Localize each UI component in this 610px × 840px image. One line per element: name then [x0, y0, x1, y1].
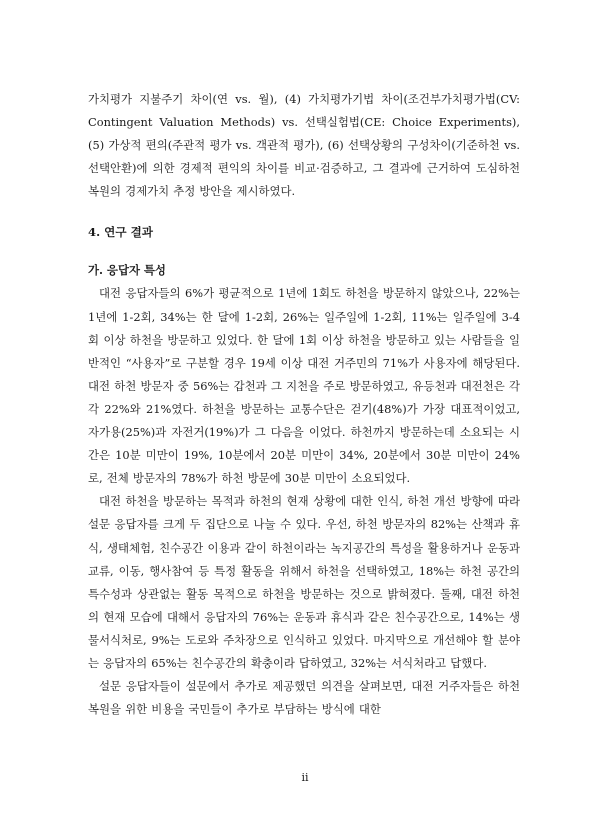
section-heading-results: 4. 연구 결과: [88, 225, 153, 240]
respondent-visit-paragraph: 대전 응답자들의 6%가 평균적으로 1년에 1회도 하천을 방문하지 않았으나, 22%는 1년에 1-2회, 34%는 한 달에 1-2회, 26%는 일주일에 1-2회, 11%는 일주일에 3-4회 이상 하천을 방문하고 있었다. 한 달에 1회 이상 하천을 방문하고 있는 사람들을 일반적인 “사용자”로 구분할 경우 19세 이상 대전 거주민의 71%가 사용자에 해당된다. 대전 하천 방문자 중 56%는 갑천과 그 지천을 주로 방문하였고, 유등천과 대전천은 각각 22%와 21%였다. 하천을 방문하는 교통수단은 걷기(48%)가 가장 대표적이었고, 자가용(25%)과 자전거(19%)가 그 다음을 이었다. 하천까지 방문하는데 소요되는 시간은 10분 미만이 19%, 10분에서 20분 미만이 34%, 20분에서 30분 미만이 24%로, 전체 방문자의 78%가 하천 방문에 30분 미만이 소요되었다.: [88, 286, 520, 486]
document-page: [88, 88, 520, 721]
subsection-heading-respondent-characteristics: 가. 응답자 특성: [88, 263, 166, 278]
intro-continued-paragraph: 가치평가 지불주기 차이(연 vs. 월), (4) 가치평가기법 차이(조건부가치평가법(CV: Contingent Valuation Methods) vs. 선택실험법(CE: Choice Experiments), (5) 가상적 편의(주관적 평가 vs. 객관적 평가), (6) 선택상황의 구성차이(기준하천 vs. 선택안환)에 의한 경제적 편익의 차이를 비교·검증하고, 그 결과에 근거하여 도심하천복원의 경제가치 추정 방안을 제시하였다.: [88, 92, 520, 199]
respondent-opinion-paragraph: 설문 응답자들이 설문에서 추가로 제공했던 의견을 살펴보면, 대전 거주자들은 하천복원을 위한 비용을 국민들이 추가로 부담하는 방식에 대한: [88, 679, 520, 717]
page-number: ii: [301, 771, 309, 784]
respondent-purpose-paragraph: 대전 하천을 방문하는 목적과 하천의 현재 상황에 대한 인식, 하천 개선 방향에 따라 설문 응답자를 크게 두 집단으로 나눌 수 있다. 우선, 하천 방문자의 82%는 산책과 휴식, 생태체험, 친수공간 이용과 같이 하천이라는 녹지공간의 특성을 활용하거나 운동과 교류, 이동, 행사참여 등 특정 활동을 위해서 하천을 선택하였고, 18%는 하천 공간의 특수성과 상관없는 활동 목적으로 하천을 방문하는 것으로 밝혀졌다. 둘째, 대전 하천의 현재 모습에 대해서 응답자의 76%는 운동과 휴식과 같은 친수공간으로, 14%는 생물서식처로, 9%는 도로와 주차장으로 인식하고 있었다. 마지막으로 개선해야 할 분야는 응답자의 65%는 친수공간의 확충이라 답하였고, 32%는 서식처라고 답했다.: [88, 494, 520, 670]
